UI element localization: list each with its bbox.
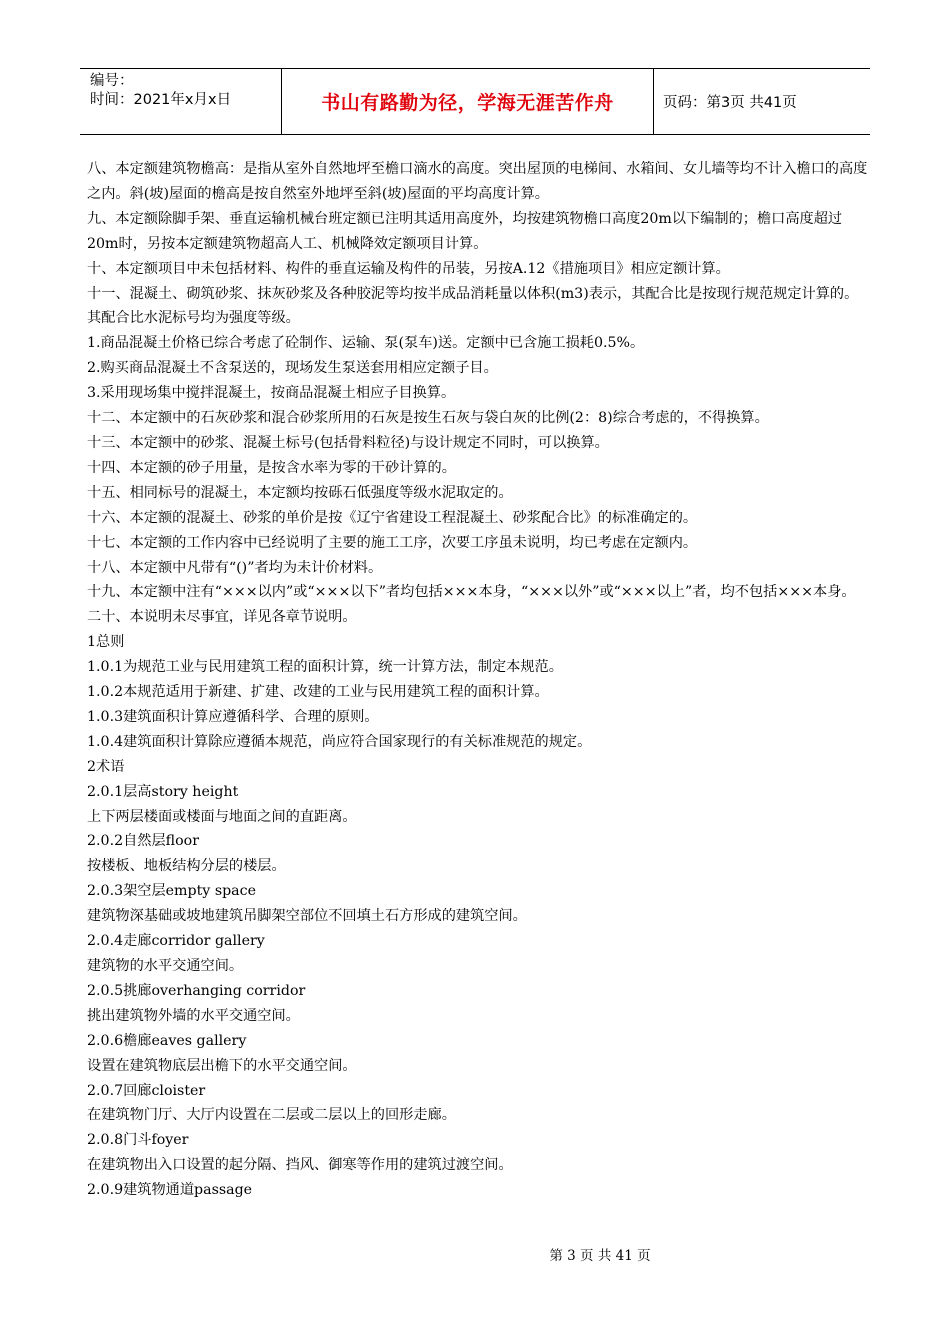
paragraph: 十四、本定额的砂子用量，是按含水率为零的干砂计算的。	[87, 459, 456, 476]
term-heading: 2.0.6檐廊eaves gallery	[87, 1032, 247, 1049]
term-heading: 2.0.4走廊corridor gallery	[87, 933, 265, 950]
paragraph: 十七、本定额的工作内容中已经说明了主要的施工工序，次要工序虽未说明，均已考虑在定额内。	[87, 534, 698, 551]
paragraph: 十一、混凝土、砌筑砂浆、抹灰砂浆及各种胶泥等均按半成品消耗量以体积(m3)表示，其配合比是按现行规范规定计算的。其配合比水泥标号均为强度等级。	[87, 285, 859, 327]
term-definition: 在建筑物门厅、大厅内设置在二层或二层以上的回形走廊。	[87, 1107, 456, 1124]
header-meta	[80, 69, 281, 134]
paragraph: 八、本定额建筑物檐高：是指从室外自然地坪至檐口滴水的高度。突出屋顶的电梯间、水箱间、女儿墙等均不计入檐口的高度之内。斜(坡)屋面的檐高是按自然室外地坪至斜(坡)屋面的平均高度计算。	[87, 161, 868, 202]
paragraph: 十三、本定额中的砂浆、混凝土标号(包括骨料粒径)与设计规定不同时，可以换算。	[87, 434, 609, 451]
paragraph: 1.商品混凝土价格已综合考虑了砼制作、运输、泵(泵车)送。定额中已含施工损耗0.5%。	[87, 335, 645, 352]
term-definition: 挑出建筑物外墙的水平交通空间。	[87, 1007, 300, 1024]
term-heading: 2.0.2自然层floor	[87, 833, 199, 850]
paragraph: 十九、本定额中注有“×××以内”或“×××以下”者均包括×××本身，“×××以外”或“×××以上”者，均不包括×××本身。	[87, 584, 856, 601]
term-heading: 2.0.8门斗foyer	[87, 1132, 189, 1149]
document-date-label: 时间：2021年x月x日	[90, 92, 232, 108]
paragraph: 2.购买商品混凝土不含泵送的，现场发生泵送套用相应定额子目。	[87, 360, 498, 377]
paragraph: 二十、本说明未尽事宜，详见各章节说明。	[87, 609, 357, 626]
section-heading: 1总则	[87, 634, 125, 651]
paragraph: 十五、相同标号的混凝土，本定额均按砾石低强度等级水泥取定的。	[87, 484, 513, 501]
paragraph: 十六、本定额的混凝土、砂浆的单价是按《辽宁省建设工程混凝土、砂浆配合比》的标准确定的。	[87, 509, 698, 526]
term-definition: 在建筑物出入口设置的起分隔、挡风、御寒等作用的建筑过渡空间。	[87, 1157, 513, 1174]
page-footer: 第 3 页 共 41 页	[549, 1248, 651, 1264]
paragraph: 九、本定额除脚手架、垂直运输机械台班定额已注明其适用高度外，均按建筑物檐口高度20m以下编制的；檐口高度超过20m时，另按本定额建筑物超高人工、机械降效定额项目计算。	[87, 210, 843, 252]
term-definition: 设置在建筑物底层出檐下的水平交通空间。	[87, 1057, 357, 1074]
term-definition: 建筑物深基础或坡地建筑吊脚架空部位不回填土石方形成的建筑空间。	[87, 908, 527, 925]
term-heading: 2.0.1层高story height	[87, 783, 239, 800]
document-body	[87, 157, 870, 1203]
term-definition: 建筑物的水平交通空间。	[87, 958, 244, 974]
term-heading: 2.0.3架空层empty space	[87, 883, 256, 900]
paragraph: 十、本定额项目中未包括材料、构件的垂直运输及构件的吊装，另按A.12《措施项目》相应定额计算。	[87, 260, 730, 277]
term-definition: 上下两层楼面或楼面与地面之间的直距离。	[87, 808, 357, 825]
page-header	[80, 68, 870, 135]
paragraph: 3.采用现场集中搅拌混凝土，按商品混凝土相应子目换算。	[87, 385, 456, 402]
term-definition: 按楼板、地板结构分层的楼层。	[87, 858, 286, 875]
paragraph: 十二、本定额中的石灰砂浆和混合砂浆所用的石灰是按生石灰与袋白灰的比例(2：8)综合考虑的，不得换算。	[87, 410, 769, 427]
header-motto: 书山有路勤为径，学海无涯苦作舟	[281, 69, 654, 134]
term-heading: 2.0.5挑廊overhanging corridor	[87, 982, 306, 999]
paragraph: 1.0.3建筑面积计算应遵循科学、合理的原则。	[87, 708, 379, 725]
paragraph: 1.0.1为规范工业与民用建筑工程的面积计算，统一计算方法，制定本规范。	[87, 659, 563, 676]
term-heading: 2.0.7回廊cloister	[87, 1082, 206, 1099]
term-heading: 2.0.9建筑物通道passage	[87, 1182, 253, 1199]
paragraph: 1.0.4建筑面积计算除应遵循本规范，尚应符合国家现行的有关标准规范的规定。	[87, 733, 592, 750]
header-page-number: 页码：第3页 共41页	[663, 95, 797, 111]
section-heading: 2术语	[87, 758, 125, 775]
document-number-label: 编号：	[90, 73, 134, 89]
paragraph: 1.0.2本规范适用于新建、扩建、改建的工业与民用建筑工程的面积计算。	[87, 684, 549, 701]
paragraph: 十八、本定额中凡带有“()”者均为未计价材料。	[87, 559, 383, 576]
